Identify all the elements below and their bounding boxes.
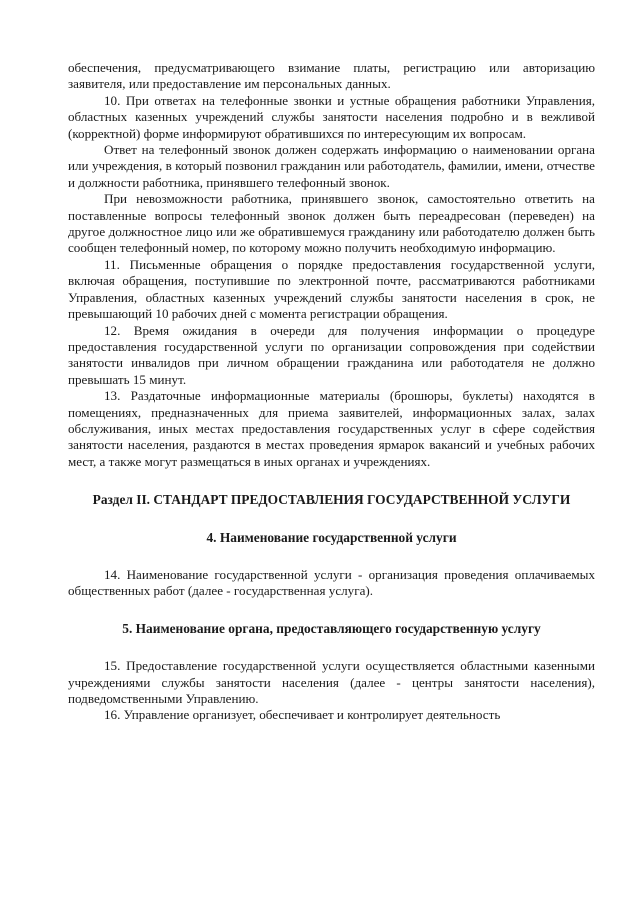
subsection-4-title: 4. Наименование государственной услуги (206, 529, 457, 545)
section-title: Раздел II. СТАНДАРТ ПРЕДОСТАВЛЕНИЯ ГОСУДАРСТВЕННОЙ УСЛУГИ (92, 492, 571, 508)
spacer (68, 509, 595, 530)
document-page (68, 60, 595, 724)
paragraph-11: 11. Письменные обращения о порядке предоставления государственной услуги, включая обращения, поступившие по электронной почте, рассматриваются работниками Управления, областных казенных учреждений службы занятости населения в срок, не превышающий 10 рабочих дней с момента регистрации обращения. (68, 256, 595, 322)
subsection-5-title: 5. Наименование органа, предоставляющего государственную услугу (122, 620, 541, 636)
spacer (68, 637, 595, 658)
paragraph-12: 12. Время ожидания в очереди для получения информации о процедуре предоставления государственной услуги по организации сопровождения при содействии занятости инвалидов при личном обращении гражданина или работодателя не должно превышать 15 минут. (68, 322, 595, 387)
paragraph-14: 14. Наименование государственной услуги - организация проведения оплачиваемых общественных работ (далее - государственная услуга). (68, 566, 595, 599)
paragraph-10: 10. При ответах на телефонные звонки и устные обращения работники Управления, областных казенных учреждений службы занятости населения подробно и в вежливой (корректной) форме информируют обратившихся по интересующим их вопросам. (68, 92, 595, 141)
spacer (68, 600, 595, 621)
spacer (68, 546, 595, 567)
paragraph-redirect: При невозможности работника, принявшего звонок, самостоятельно ответить на поставленные вопросы телефонный звонок должен быть переадресован (переведен) на другое должностное лицо или же обратившемуся гражданину или работодателю должен быть сообщен телефонный номер, по которому можно получить необходимую информацию. (68, 191, 595, 256)
paragraph-16: 16. Управление организует, обеспечивает и контролирует деятельность (104, 707, 501, 723)
paragraph-phone-answer: Ответ на телефонный звонок должен содержать информацию о наименовании органа или учреждения, в который позвонил гражданин или работодатель, фамилии, имени, отчестве и должности работника, принявшего телефонный звонок. (68, 142, 595, 190)
paragraph-13: 13. Раздаточные информационные материалы (брошюры, буклеты) находятся в помещениях, предназначенных для приема заявителей, информационных залах, залах обслуживания, иных местах предоставления государственных услуг в сфере содействия занятости населения, раздаются в местах проведения ярмарок вакансий и учебных рабочих мест, а также могут размещаться в иных органах и учреждениях. (68, 388, 595, 469)
paragraph-continuation: обеспечения, предусматривающего взимание платы, регистрацию или авторизацию заявителя, или предоставление им персональных данных. (68, 60, 595, 92)
paragraph-15: 15. Предоставление государственной услуги осуществляется областными казенными учреждениями службы занятости населения (далее - центры занятости населения), подведомственными Управлению. (68, 658, 595, 706)
